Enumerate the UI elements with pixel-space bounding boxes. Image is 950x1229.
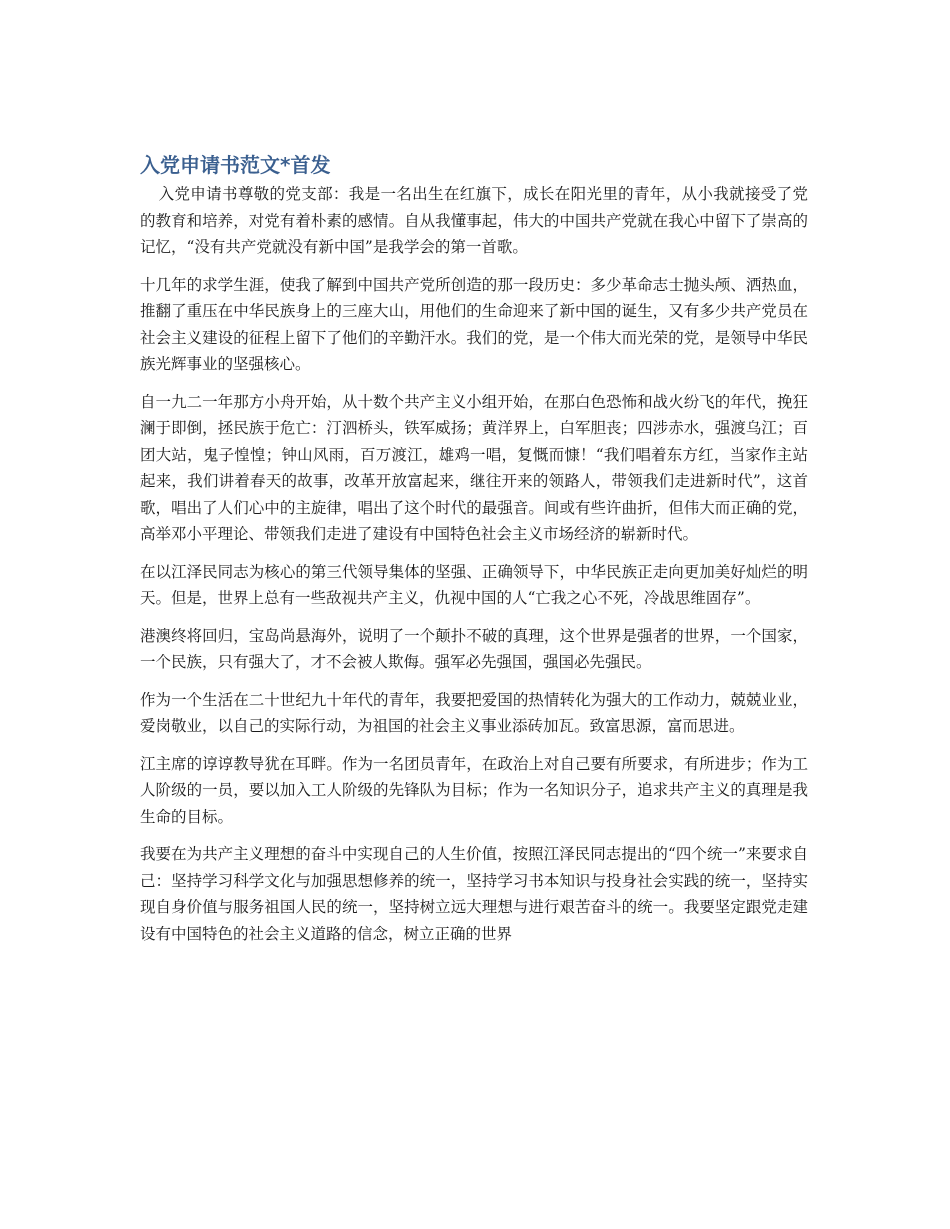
paragraph-party-origins: 自一九二一年那方小舟开始，从十数个共产主义小组开始，在那白色恐怖和战火纷飞的年代，挽狂澜于即倒，拯民族于危亡：汀泗桥头，铁军威扬；黄洋界上，白军胆丧；四涉赤水，强渡乌江；百团大站，鬼子惶惶；钟山风雨，百万渡江，雄鸡一唱，复慨而慷！“我们唱着东方红，当家作主站起来，我们讲着春天的故事，改革开放富起来，继往开来的领路人，带领我们走进新时代”，这首歌，唱出了人们心中的主旋律，唱出了这个时代的最强音。间或有些许曲折，但伟大而正确的党，高举邓小平理论、带领我们走进了建设有中国特色社会主义市场经济的崭新时代。 [140,392,808,543]
paragraph-reunification: 港澳终将回归，宝岛尚悬海外，说明了一个颠扑不破的真理，这个世界是强者的世界，一个国家，一个民族，只有强大了，才不会被人欺侮。强军必先强国，强国必先强民。 [140,626,808,671]
paragraph-leadership: 在以江泽民同志为核心的第三代领导集体的坚强、正确领导下，中华民族正走向更加美好灿烂的明天。但是，世界上总有一些敌视共产主义，仇视中国的人“亡我之心不死，冷战思维固存”。 [140,562,808,607]
paragraph-goals: 江主席的谆谆教导犹在耳畔。作为一名团员青年，在政治上对自己要有所要求，有所进步；作为工人阶级的一员，要以加入工人阶级的先锋队为目标；作为一名知识分子，追求共产主义的真理是我生命的目标。 [140,754,808,826]
paragraph-salutation: 入党申请书尊敬的党支部：我是一名出生在红旗下，成长在阳光里的青年，从小我就接受了党的教育和培养，对党有着朴素的感情。自从我懂事起，伟大的中国共产党就在我心中留下了崇高的记忆，“没有共产党就没有新中国”是我学会的第一首歌。 [140,185,808,256]
document-title: 入党申请书范文*首发 [140,153,331,177]
paragraph-youth-duty: 作为一个生活在二十世纪九十年代的青年，我要把爱国的热情转化为强大的工作动力，兢兢业业，爱岗敬业，以自己的实际行动，为祖国的社会主义事业添砖加瓦。致富思源，富而思进。 [140,690,808,735]
paragraph-history: 十几年的求学生涯，使我了解到中国共产党所创造的那一段历史：多少革命志士抛头颅、洒热血，推翻了重压在中华民族身上的三座大山，用他们的生命迎来了新中国的诞生，又有多少共产党员在社会主义建设的征程上留下了他们的辛勤汗水。我们的党，是一个伟大而光荣的党，是领导中华民族光辉事业的坚强核心。 [140,275,808,373]
paragraph-four-unities: 我要在为共产主义理想的奋斗中实现自己的人生价值，按照江泽民同志提出的“四个统一”来要求自己：坚持学习科学文化与加强思想修养的统一，坚持学习书本知识与投身社会实践的统一，坚持实现自身价值与服务祖国人民的统一，坚持树立远大理想与进行艰苦奋斗的统一。我要坚定跟党走建设有中国特色的社会主义道路的信念，树立正确的世界 [140,845,808,943]
document-page [140,150,808,958]
